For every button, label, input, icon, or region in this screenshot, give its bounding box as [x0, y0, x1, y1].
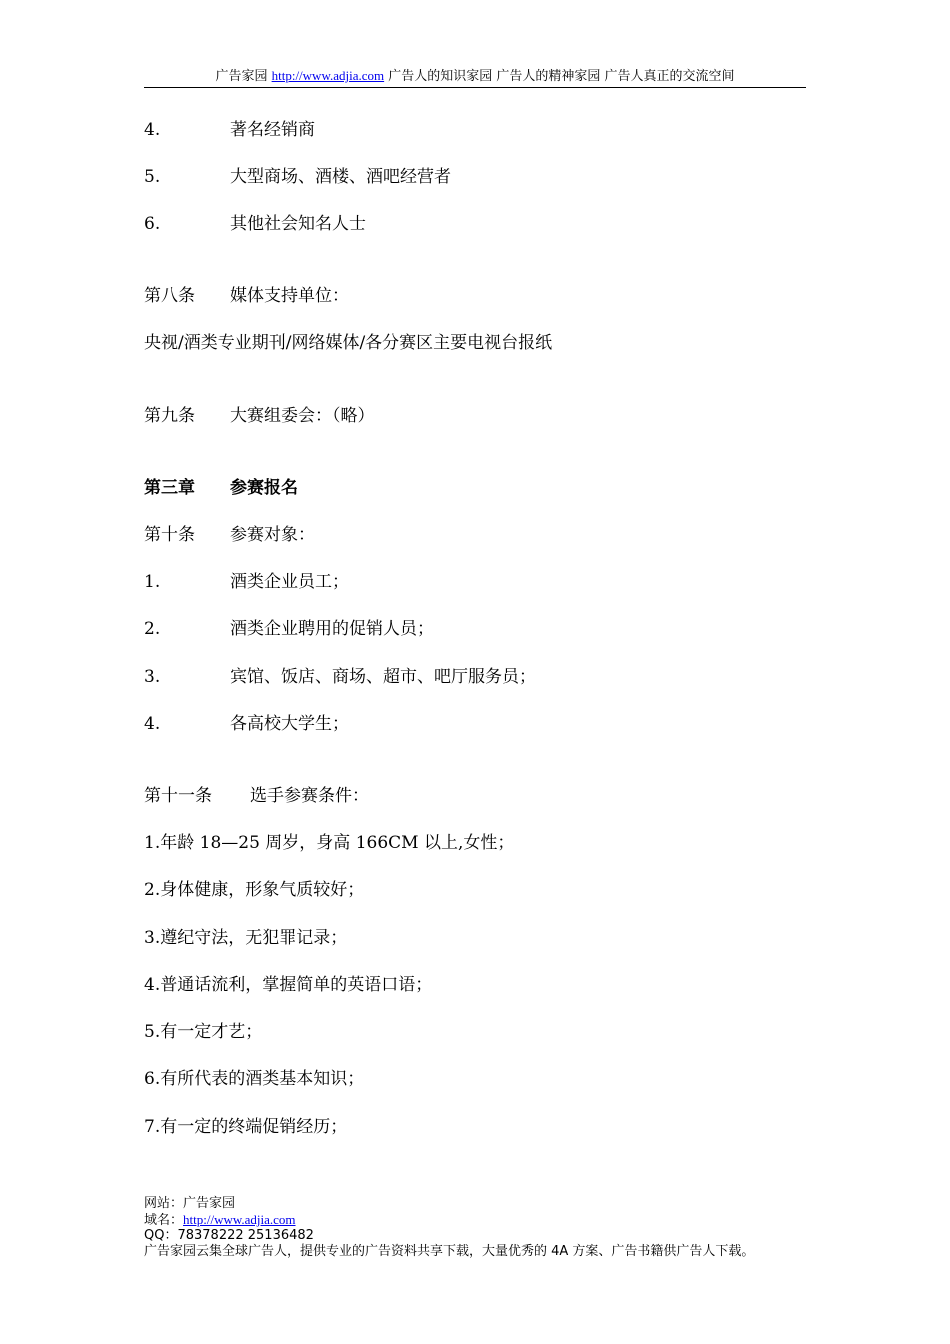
- list-item: [144, 165, 451, 189]
- article-text: 参赛对象：: [230, 525, 315, 545]
- header-divider: [144, 87, 806, 88]
- item-text: 其他社会知名人士: [230, 214, 366, 234]
- list-item: [144, 570, 349, 594]
- chapter-title: 参赛报名: [230, 478, 298, 498]
- condition-item: 4.普通话流利，掌握简单的英语口语；: [144, 975, 433, 995]
- footer-domain: [144, 1212, 754, 1228]
- list-item: [144, 118, 315, 142]
- header-link[interactable]: http://www.adjia.com: [271, 68, 385, 83]
- footer-site: 网站：广告家园: [144, 1196, 236, 1211]
- item-number: 3.: [144, 667, 161, 687]
- item-text: 酒类企业员工；: [230, 572, 349, 592]
- condition-item: 5.有一定才艺；: [144, 1022, 263, 1042]
- chapter-3-heading: [144, 476, 298, 500]
- condition-item: 3.遵纪守法，无犯罪记录；: [144, 928, 348, 948]
- list-item: [144, 617, 434, 641]
- item-number: 5.: [144, 167, 161, 187]
- article-text: 大赛组委会：（略）: [230, 406, 375, 426]
- article-text: 媒体支持单位：: [230, 286, 349, 306]
- article-8: [144, 284, 349, 308]
- media-list: [144, 331, 552, 355]
- item-text: 酒类企业聘用的促销人员；: [230, 619, 434, 639]
- condition-item: 2.身体健康，形象气质较好；: [144, 880, 365, 900]
- article-label: 第九条: [144, 406, 195, 426]
- header-suffix: 广告人的知识家园 广告人的精神家园 广告人真正的交流空间: [388, 69, 735, 84]
- item-text: 各高校大学生；: [230, 714, 349, 734]
- list-item: [144, 212, 366, 236]
- article-label: 第八条: [144, 286, 195, 306]
- item-text: 宾馆、饭店、商场、超市、吧厅服务员；: [230, 667, 536, 687]
- list-item: [144, 665, 536, 689]
- condition-item: 6.有所代表的酒类基本知识；: [144, 1069, 365, 1089]
- item-number: 1.: [144, 572, 161, 592]
- condition-item: 1.年龄 18—25 周岁，身高 166CM 以上,女性；: [144, 833, 515, 853]
- page-footer: [144, 1196, 754, 1260]
- condition-item: 7.有一定的终端促销经历；: [144, 1117, 348, 1137]
- item-number: 6.: [144, 214, 161, 234]
- article-label: 第十条: [144, 525, 195, 545]
- article-10: [144, 523, 315, 547]
- item-text: 大型商场、酒楼、酒吧经营者: [230, 167, 451, 187]
- chapter-label: 第三章: [144, 478, 195, 498]
- footer-qq: QQ：78378222 25136482: [144, 1228, 314, 1243]
- media-text: 央视/酒类专业期刊/网络媒体/各分赛区主要电视台报纸: [144, 333, 553, 353]
- item-text: 著名经销商: [230, 120, 315, 140]
- article-11: [144, 784, 369, 808]
- footer-slogan: 广告家园云集全球广告人，提供专业的广告资料共享下载，大量优秀的 4A 方案、广告书籍供广告人下载。: [144, 1244, 755, 1259]
- header-prefix: 广告家园: [215, 69, 268, 84]
- article-label: 第十一条: [144, 786, 212, 806]
- article-9: [144, 404, 375, 428]
- item-number: 4.: [144, 120, 161, 140]
- footer-domain-link[interactable]: http://www.adjia.com: [183, 1212, 296, 1227]
- list-item: [144, 712, 349, 736]
- article-text: 选手参赛条件：: [250, 786, 369, 806]
- item-number: 4.: [144, 714, 161, 734]
- footer-domain-label: 域名：: [144, 1213, 184, 1228]
- item-number: 2.: [144, 619, 161, 639]
- page-header: [144, 66, 806, 86]
